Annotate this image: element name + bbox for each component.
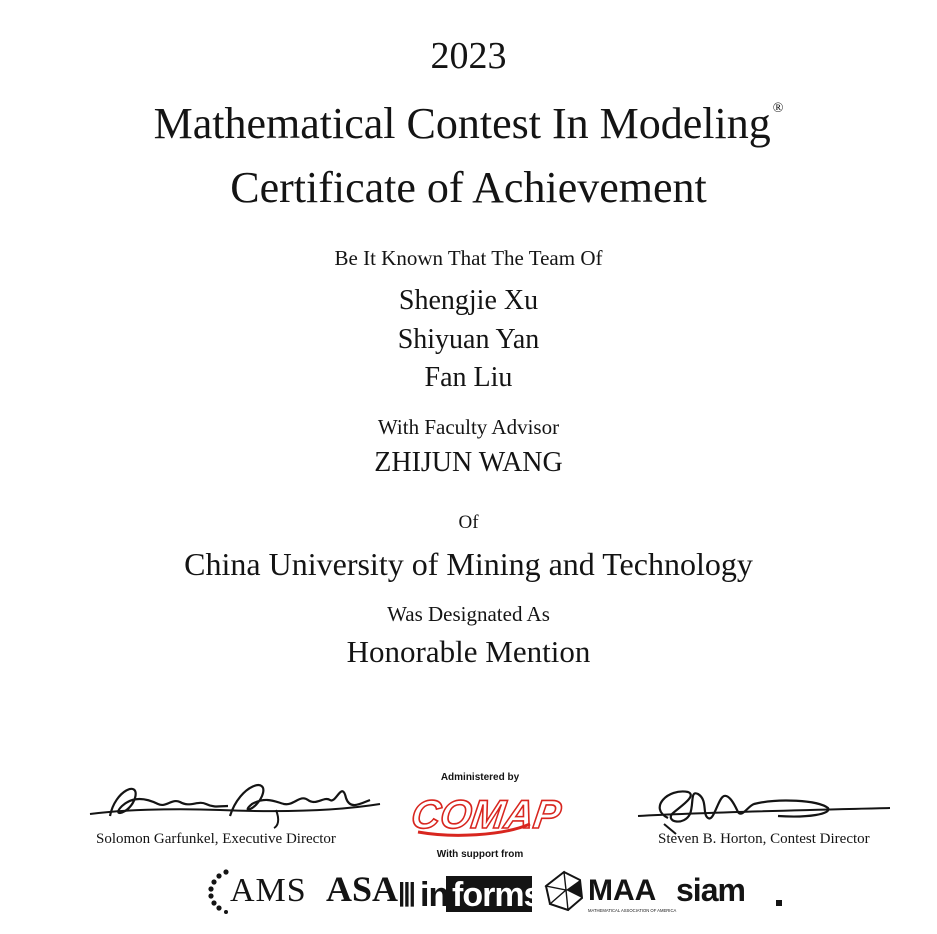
comap-logo-text: COMAP (408, 792, 564, 837)
maa-logo (544, 868, 677, 923)
contest-name (0, 98, 937, 149)
asa-bars-icon: ||| (398, 877, 414, 907)
advisor-label: With Faculty Advisor (377, 415, 560, 439)
informs-logo-text: in (420, 876, 449, 914)
signature-left (80, 770, 390, 835)
informs-logo (418, 872, 542, 921)
team-intro: Be It Known That The Team Of (334, 246, 603, 270)
team-member-1: Shengjie Xu (398, 285, 539, 316)
ams-logo-text: AMS (230, 872, 307, 909)
registered-mark: ® (772, 101, 784, 116)
advisor-name: ZHIJUN WANG (374, 447, 563, 478)
of-label: Of (458, 512, 479, 533)
maa-subtitle: MATHEMATICAL ASSOCIATION OF AMERICA (588, 908, 677, 913)
support-label: With support from (436, 849, 524, 860)
informs-logo-text-inverse: forms (452, 876, 542, 914)
designation-label: Was Designated As (387, 602, 550, 626)
award-title: Honorable Mention (346, 634, 591, 669)
siam-logo (676, 872, 745, 909)
team-member-3: Fan Liu (424, 362, 513, 393)
institution-name: China University of Mining and Technology (184, 546, 753, 582)
contest-name-text: Mathematical Contest In Modeling (153, 99, 771, 148)
asa-logo (326, 868, 414, 910)
certificate-title: Certificate of Achievement (230, 163, 707, 212)
informs-logo-name: informs (419, 915, 423, 916)
siam-dot-icon (776, 900, 782, 906)
administered-by-label: Administered by (440, 772, 520, 783)
signature-left-label: Solomon Garfunkel, Executive Director (96, 831, 336, 847)
signature-right-label: Steven B. Horton, Contest Director (658, 831, 870, 847)
maa-logo-text: MAA (588, 874, 657, 907)
team-member-2: Shiyuan Yan (397, 324, 540, 355)
certificate-year: 2023 (430, 35, 507, 77)
asa-logo-text: ASA (326, 869, 399, 909)
comap-logo (408, 784, 564, 845)
siam-logo-text: siam (676, 872, 745, 908)
